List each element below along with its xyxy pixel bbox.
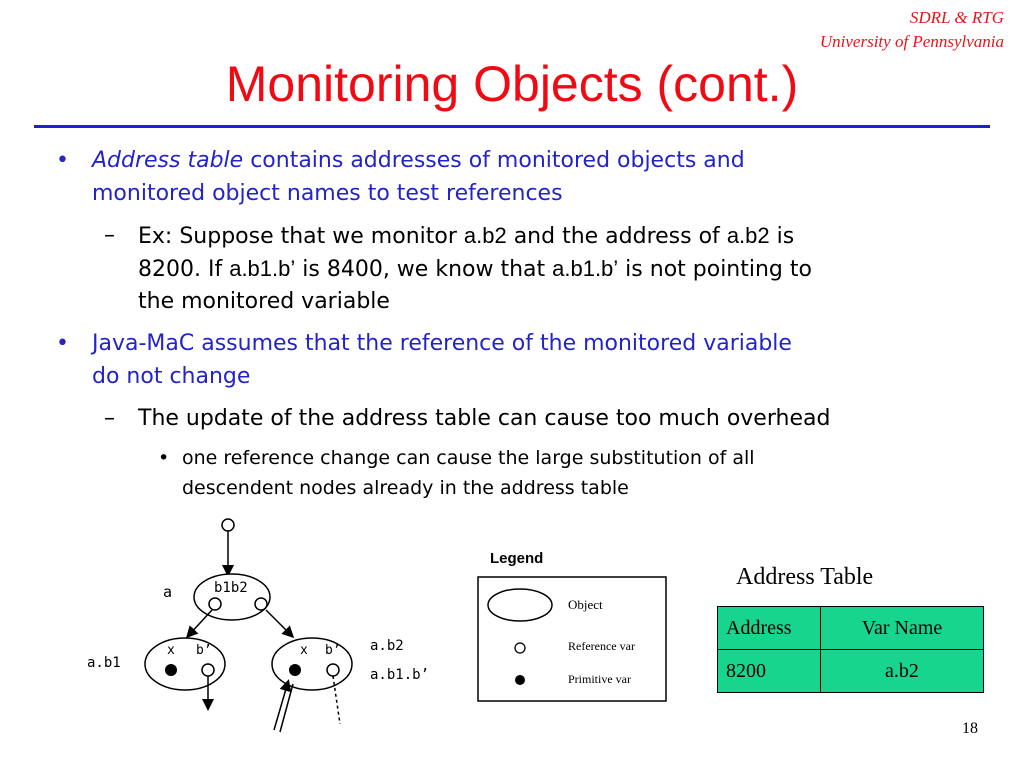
right-label-a-b1-bprime: a.b1.b’	[370, 667, 430, 683]
right-reference-circle	[327, 664, 339, 676]
address-table-term: Address table	[92, 148, 244, 173]
sub-bullet-1-line-3: the monitored variable	[138, 289, 390, 314]
table-row	[718, 650, 984, 693]
bullet-dot-3: •	[158, 447, 170, 469]
org-line-1: SDRL & RTG	[909, 8, 1004, 27]
incoming-arrow-2	[280, 684, 293, 732]
bullet-2-line-1: Java-MaC assumes that the reference of the monitored variable	[92, 331, 792, 356]
legend-reference-label: Reference var	[568, 639, 635, 653]
sub-sub-bullet-line-1: one reference change can cause the large substitution of all	[182, 447, 755, 469]
sub-bullet-2: The update of the address table can cause too much overhead	[138, 406, 831, 431]
bullet-dot-1: •	[56, 148, 69, 173]
sub-bullet-1-line-1: Ex: Suppose that we monitor a.b2 and the address of a.b2 is	[138, 223, 795, 249]
b1-reference-circle	[209, 598, 221, 610]
object-a-label: a	[163, 583, 173, 601]
left-reference-circle	[202, 664, 214, 676]
legend-primitive-icon	[515, 675, 525, 685]
right-x-field: x	[300, 643, 308, 658]
legend-primitive-label: Primitive var	[568, 672, 631, 686]
left-bprime-field: b’	[196, 643, 212, 658]
right-primitive-dot	[289, 664, 301, 676]
legend-object-icon	[488, 589, 552, 621]
legend-title: Legend	[490, 550, 544, 567]
left-primitive-dot	[165, 664, 177, 676]
object-b1-label: a.b1	[87, 655, 121, 671]
page-number: 18	[962, 720, 978, 737]
legend-reference-icon	[515, 643, 525, 653]
b2-reference-circle	[255, 598, 267, 610]
root-reference-circle	[222, 519, 234, 531]
header-var-name: Var Name	[821, 607, 984, 650]
address-table	[717, 606, 984, 693]
dash-1: –	[104, 223, 115, 248]
dash-2: –	[104, 406, 115, 431]
slide-title: Monitoring Objects (cont.)	[225, 56, 799, 112]
object-a-fields: b1b2	[214, 580, 248, 596]
bullet-dot-2: •	[56, 331, 69, 356]
cell-address: 8200	[718, 650, 821, 693]
legend-object-label: Object	[568, 597, 603, 612]
incoming-arrow-1	[274, 682, 288, 730]
right-label-a-b2: a.b2	[370, 638, 404, 654]
cell-var-name: a.b2	[821, 650, 984, 693]
table-header-row	[718, 607, 984, 650]
object-b1-ellipse	[145, 638, 225, 690]
sub-sub-bullet-line-2: descendent nodes already in the address table	[182, 477, 629, 499]
bullet-1-line-1: Address table contains addresses of monitored objects and	[92, 148, 745, 173]
bullet-2-line-2: do not change	[92, 364, 251, 389]
right-bprime-field: b’	[325, 643, 341, 658]
legend-box	[474, 545, 674, 705]
address-table-title: Address Table	[736, 564, 874, 590]
object-reference-diagram	[60, 512, 460, 737]
b1-arrow	[188, 610, 212, 636]
organization-label	[820, 6, 1004, 54]
org-line-2: University of Pennsylvania	[819, 32, 1004, 51]
left-x-field: x	[167, 643, 175, 658]
header-address: Address	[718, 607, 821, 650]
bullet-1-line-2: monitored object names to test references	[92, 181, 563, 206]
title-divider	[34, 125, 990, 128]
b2-arrow	[266, 610, 292, 636]
sub-bullet-1-line-2: 8200. If a.b1.b’ is 8400, we know that a.b1.b’ is not pointing to	[138, 256, 812, 282]
